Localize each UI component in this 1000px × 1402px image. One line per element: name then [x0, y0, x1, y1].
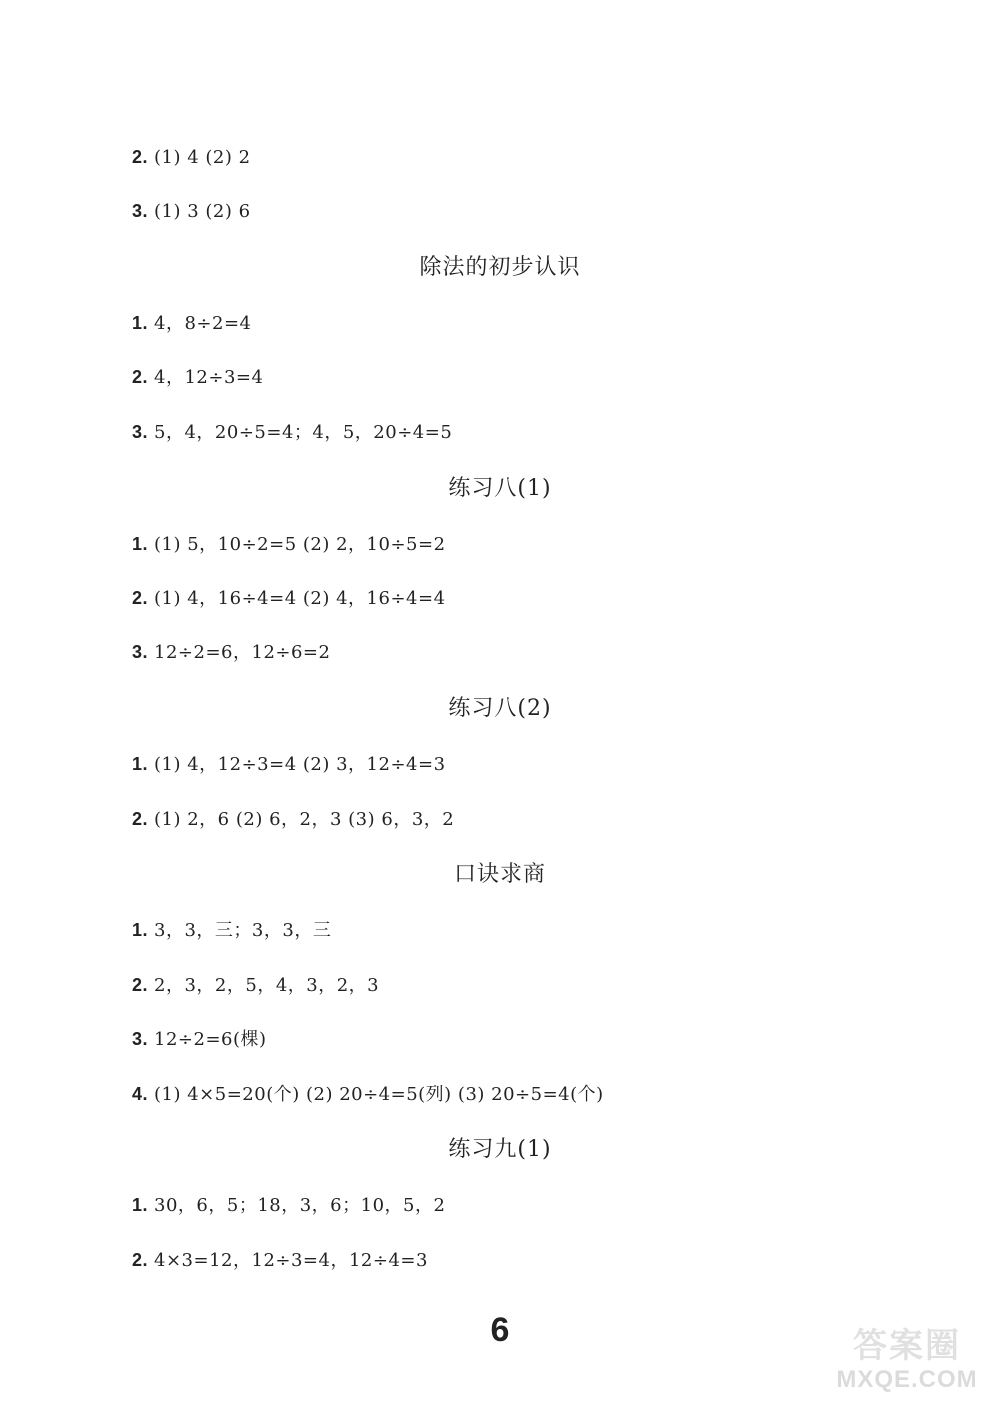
answer-text: (1) 4，16÷4=4 (2) 4，16÷4=4 — [154, 588, 446, 609]
answer-line — [132, 532, 446, 557]
section-heading: 口诀求商 — [453, 862, 546, 887]
answer-line — [132, 1193, 445, 1218]
answer-text: (1) 4 (2) 2 — [154, 147, 251, 168]
item-number: 2. — [132, 588, 149, 608]
answer-text: 30，6，5；18，3，6；10，5，2 — [154, 1195, 446, 1216]
item-number: 2. — [132, 809, 149, 829]
answer-text: (1) 4，12÷3=4 (2) 3，12÷4=3 — [154, 754, 446, 775]
item-number: 1. — [132, 534, 149, 554]
item-number: 2. — [132, 975, 149, 995]
answer-line — [132, 145, 251, 170]
item-number: 3. — [132, 642, 149, 662]
answer-line — [132, 1027, 267, 1052]
item-number: 2. — [132, 367, 149, 387]
watermark — [822, 1318, 992, 1396]
answer-text: (1) 3 (2) 6 — [154, 201, 251, 222]
answer-text: (1) 5，10÷2=5 (2) 2，10÷5=2 — [154, 534, 446, 555]
answer-line — [132, 365, 263, 390]
answer-text: 4，8÷2=4 — [154, 313, 252, 334]
watermark-text: MXQE.COM — [836, 1366, 978, 1393]
item-number: 1. — [132, 754, 149, 774]
answer-line — [132, 1248, 428, 1273]
answer-line — [132, 586, 446, 611]
answer-line — [132, 973, 379, 998]
answer-text: 12÷2=6，12÷6=2 — [154, 642, 331, 663]
answer-line — [132, 420, 452, 445]
answer-text: 4，12÷3=4 — [154, 367, 264, 388]
page-number: 6 — [490, 1311, 510, 1349]
item-number: 2. — [132, 1250, 149, 1270]
item-number: 3. — [132, 1029, 149, 1049]
item-number: 1. — [132, 313, 149, 333]
answer-line — [132, 918, 331, 943]
item-number: 3. — [132, 201, 149, 221]
answer-line — [132, 807, 454, 832]
item-number: 1. — [132, 1195, 149, 1215]
item-number: 4. — [132, 1084, 149, 1104]
answer-text: 4×3=12，12÷3=4，12÷4=3 — [154, 1250, 428, 1271]
answer-line — [132, 640, 330, 665]
answer-text: 5，4，20÷5=4；4，5，20÷4=5 — [154, 422, 453, 443]
item-number: 1. — [132, 920, 149, 940]
answer-line — [132, 311, 252, 336]
watermark-logo: 答案圈 — [853, 1326, 961, 1366]
answer-line — [132, 199, 251, 224]
answer-text: 3，3，三；3，3，三 — [154, 920, 332, 941]
answer-text: (1) 2，6 (2) 6，2，3 (3) 6，3，2 — [154, 809, 455, 830]
item-number: 2. — [132, 147, 149, 167]
section-heading: 练习八(1) — [448, 476, 552, 501]
answer-text: 12÷2=6(棵) — [154, 1029, 267, 1050]
answer-line — [132, 752, 446, 777]
answer-text: 2，3，2，5，4，3，2，3 — [154, 975, 380, 996]
item-number: 3. — [132, 422, 149, 442]
section-heading: 练习九(1) — [448, 1137, 552, 1162]
answer-text: (1) 4×5=20(个) (2) 20÷4=5(列) (3) 20÷5=4(个) — [154, 1084, 604, 1105]
section-heading: 除法的初步认识 — [419, 255, 581, 280]
answer-line — [132, 1082, 604, 1107]
section-heading: 练习八(2) — [448, 696, 552, 721]
